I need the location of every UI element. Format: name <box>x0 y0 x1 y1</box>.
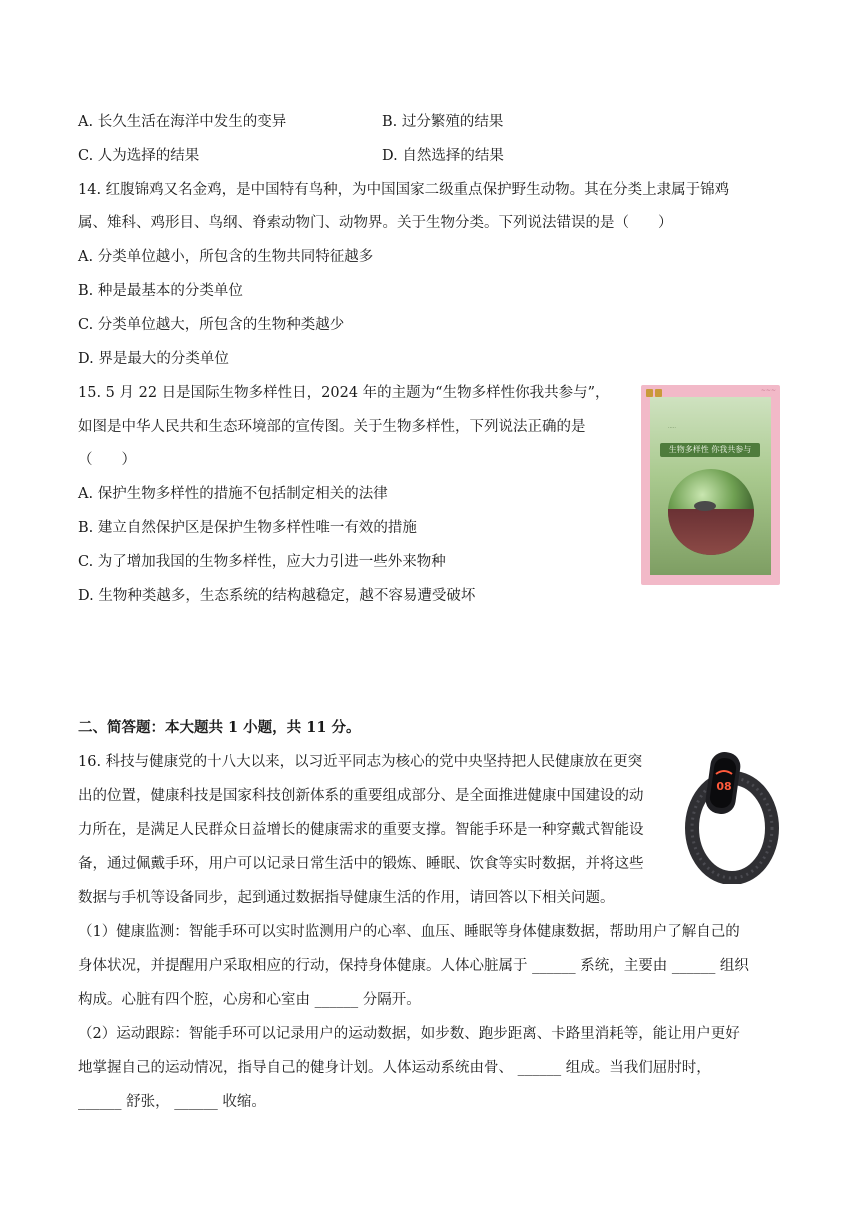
poster-wordmark: ~~~ <box>760 387 776 394</box>
elephant-icon <box>694 501 716 511</box>
q16-part1-line3: 构成。心脏有四个腔，心房和心室由 ______ 分隔开。 <box>78 992 421 1008</box>
q16-line3: 力所在，是满足人民群众日益增长的健康需求的重要支撑。智能手环是一种穿戴式智能设 <box>78 822 644 838</box>
q16-line1: 16. 科技与健康党的十八大以来，以习近平同志为核心的党中央坚持把人民健康放在更突 <box>78 754 643 770</box>
q16-part1-line1: （1）健康监测：智能手环可以实时监测用户的心率、血压、睡眠等身体健康数据，帮助用户了解自己的 <box>78 924 740 940</box>
poster-title-strip <box>660 443 760 457</box>
poster-small-text: ····· <box>668 425 676 431</box>
q15-option-b: B. 建立自然保护区是保护生物多样性唯一有效的措施 <box>78 520 417 536</box>
q15-stem-line3: （ ） <box>78 452 136 468</box>
q14-stem-line2: 属、雉科、鸡形目、鸟纲、脊索动物门、动物界。关于生物分类。下列说法错误的是（ ） <box>78 215 673 231</box>
q16-line4: 备，通过佩戴手环，用户可以记录日常生活中的锻炼、睡眠、饮食等实时数据，并将这些 <box>78 856 644 872</box>
q14-option-a: A. 分类单位越小，所包含的生物共同特征越多 <box>78 249 374 265</box>
biodiversity-poster-image <box>641 385 780 585</box>
q15-option-c: C. 为了增加我国的生物多样性，应大力引进一些外来物种 <box>78 554 446 570</box>
q14-option-c: C. 分类单位越大，所包含的生物种类越少 <box>78 317 345 333</box>
q15-stem-line1: 15. 5 月 22 日是国际生物多样性日，2024 年的主题为“生物多样性你我共参与”， <box>78 385 610 401</box>
globe-soil <box>668 509 754 555</box>
q14-option-b: B. 种是最基本的分类单位 <box>78 283 243 299</box>
q13-option-c: C. 人为选择的结果 <box>78 148 200 164</box>
q16-part2-line1: （2）运动跟踪：智能手环可以记录用户的运动数据，如步数、跑步距离、卡路里消耗等，能让用户更好 <box>78 1026 740 1042</box>
q16-part2-line2: 地掌握自己的运动情况，指导自己的健身计划。人体运动系统由骨、 ______ 组成。当我们屈肘时， <box>78 1060 711 1076</box>
q16-line2: 出的位置，健康科技是国家科技创新体系的重要组成部分、是全面推进健康中国建设的动 <box>78 788 644 804</box>
q15-option-a: A. 保护生物多样性的措施不包括制定相关的法律 <box>78 486 388 502</box>
q15-stem-line2: 如图是中华人民共和生态环境部的宣传图。关于生物多样性，下列说法正确的是 <box>78 419 586 435</box>
band-display-number: 08 <box>716 780 732 793</box>
q13-option-b: B. 过分繁殖的结果 <box>382 114 504 130</box>
q13-option-d: D. 自然选择的结果 <box>382 148 504 164</box>
q16-line5: 数据与手机等设备同步，起到通过数据指导健康生活的作用，请回答以下相关问题。 <box>78 890 615 906</box>
q15-option-d: D. 生物种类越多，生态系统的结构越稳定，越不容易遭受破坏 <box>78 588 476 604</box>
q14-option-d: D. 界是最大的分类单位 <box>78 351 229 367</box>
q13-option-a: A. 长久生活在海洋中发生的变异 <box>78 114 287 130</box>
poster-title: 生物多样性 你我共参与 <box>668 445 752 454</box>
poster-panel <box>650 397 771 575</box>
q14-stem-line1: 14. 红腹锦鸡又名金鸡，是中国特有鸟种，为中国国家二级重点保护野生动物。其在分类上隶属于锦鸡 <box>78 182 730 198</box>
q16-part2-line3: ______ 舒张， ______ 收缩。 <box>78 1094 266 1110</box>
q16-part1-line2: 身体状况，并提醒用户采取相应的行动，保持身体健康。人体心脏属于 ______ 系统，主要由 ______ 组织 <box>78 958 749 974</box>
smart-band-image <box>682 746 782 884</box>
section-heading: 二、简答题：本大题共 1 小题，共 11 分。 <box>78 719 361 736</box>
